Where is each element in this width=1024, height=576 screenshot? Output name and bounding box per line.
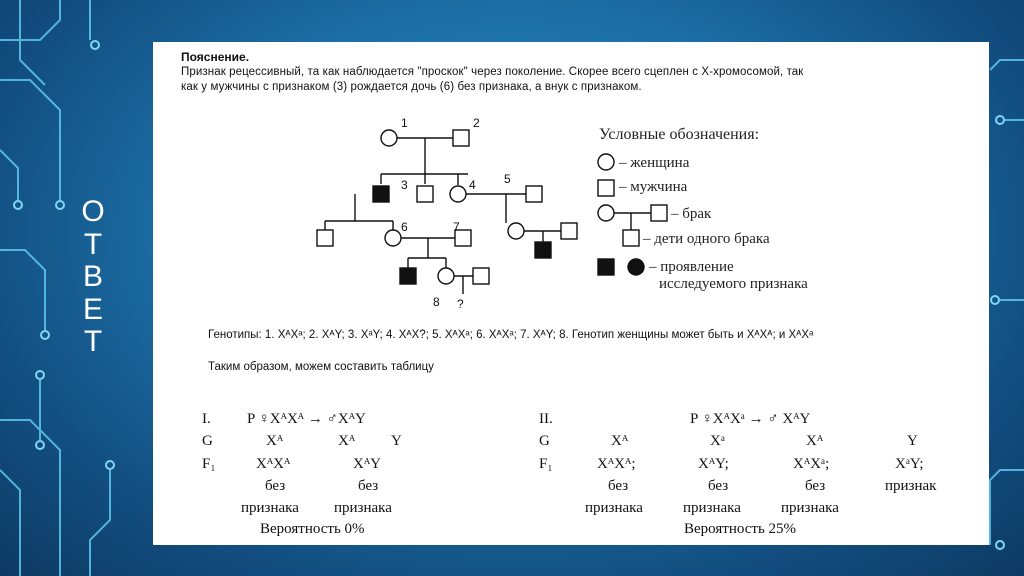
offspring-phenotype: признака	[781, 500, 839, 516]
offspring-phenotype: без	[358, 478, 379, 494]
female-symbol	[438, 268, 454, 284]
affected-male-symbol	[535, 242, 551, 258]
gamete: Xᴬ	[611, 433, 629, 449]
side-title-letter: О	[81, 195, 105, 228]
explanation-line: как у мужчины с признаком (3) рождается дочь (6) без признака, а внук с признаком.	[181, 81, 642, 93]
female-symbol	[450, 186, 466, 202]
offspring-genotype: XᴬY;	[698, 456, 729, 472]
pedigree-label: 7	[453, 220, 460, 234]
legend-marriage: – брак	[671, 206, 712, 222]
offspring-phenotype: признака	[683, 500, 741, 516]
offspring-genotype: XᴬY	[353, 456, 381, 472]
gamete: Y	[907, 433, 918, 449]
legend-female: – женщина	[619, 155, 690, 171]
offspring-phenotype: признака	[241, 500, 299, 516]
explanation-title: Пояснение.	[181, 50, 250, 64]
legend-male: – мужчина	[619, 179, 688, 195]
female-symbol	[381, 130, 397, 146]
pedigree-label: 3	[401, 178, 408, 192]
conclusion-line: Таким образом, можем составить таблицу	[208, 361, 434, 373]
legend-title: Условные обозначения:	[599, 126, 760, 143]
offspring-phenotype: без	[265, 478, 286, 494]
male-symbol	[526, 186, 542, 202]
male-symbol	[651, 205, 667, 221]
offspring-genotype: XᴬXᴬ	[256, 456, 291, 472]
pedigree-label: ?	[457, 297, 464, 311]
gametes-label: G	[202, 433, 213, 449]
offspring-genotype: XᴬXᵃ;	[793, 456, 830, 472]
offspring-phenotype: признака	[585, 500, 643, 516]
gametes-label: G	[539, 433, 550, 449]
pedigree-label: 1	[401, 116, 408, 130]
side-title	[78, 196, 108, 359]
offspring-label: F₁	[539, 456, 553, 472]
content-card	[153, 42, 989, 545]
explanation-line: Признак рецессивный, та как наблюдается "проскок" через поколение. Скорее всего сцеплен с Х-хромосомой, так	[181, 66, 804, 78]
legend-trait: исследуемого признака	[659, 276, 808, 292]
gamete: Xᴬ	[338, 433, 356, 449]
affected-male-symbol	[598, 259, 614, 275]
gamete: Xᵃ	[710, 433, 725, 449]
pedigree-label: 4	[469, 178, 476, 192]
affected-female-symbol	[628, 259, 644, 275]
side-title-letter: Т	[83, 325, 103, 358]
legend-children: – дети одного брака	[643, 231, 770, 247]
probability: Вероятность 25%	[684, 521, 797, 537]
pedigree-label: 6	[401, 220, 408, 234]
female-symbol	[508, 223, 524, 239]
cross-parents: P ♀XᴬXᵃ → ♂ XᴬY	[690, 411, 811, 427]
offspring-phenotype: без	[708, 478, 729, 494]
gamete: Xᴬ	[266, 433, 284, 449]
pedigree-label: 2	[473, 116, 480, 130]
probability: Вероятность 0%	[260, 521, 365, 537]
side-title-letter: В	[82, 260, 103, 293]
offspring-phenotype: признака	[334, 500, 392, 516]
offspring-genotype: XᵃY;	[895, 456, 924, 472]
cross-number: I.	[202, 411, 211, 427]
gamete: Y	[391, 433, 402, 449]
affected-male-symbol	[373, 186, 389, 202]
male-symbol	[417, 186, 433, 202]
female-symbol	[598, 154, 614, 170]
cross-number: II.	[539, 411, 553, 427]
pedigree-diagram	[303, 108, 511, 323]
offspring-phenotype: признак	[885, 478, 937, 494]
male-symbol	[623, 230, 639, 246]
female-symbol	[598, 205, 614, 221]
genotypes-line: Генотипы: 1. XᴬXᵃ; 2. XᴬY; 3. XᵃY; 4. XᴬX?; 5. XᴬXᵃ; 6. XᴬXᵃ; 7. XᴬY; 8. Генотип женщины может быть и XᴬXᴬ; и XᴬXᵃ	[208, 329, 814, 341]
male-symbol	[473, 268, 489, 284]
male-symbol	[317, 230, 333, 246]
gamete: Xᴬ	[806, 433, 824, 449]
offspring-phenotype: без	[608, 478, 629, 494]
offspring-phenotype: без	[805, 478, 826, 494]
male-symbol	[598, 180, 614, 196]
side-title-letter: Т	[83, 227, 103, 261]
pedigree-label: 8	[433, 295, 440, 309]
female-symbol	[385, 230, 401, 246]
male-symbol	[453, 130, 469, 146]
offspring-genotype: XᴬXᴬ;	[597, 456, 636, 472]
cross-parents: P ♀XᴬXᴬ → ♂XᴬY	[247, 411, 366, 427]
offspring-label: F₁	[202, 456, 216, 472]
side-title-letter: Е	[82, 292, 103, 326]
pedigree-label: 5	[504, 172, 511, 186]
male-symbol	[561, 223, 577, 239]
legend-trait: – проявление	[649, 259, 734, 275]
affected-male-symbol	[400, 268, 416, 284]
